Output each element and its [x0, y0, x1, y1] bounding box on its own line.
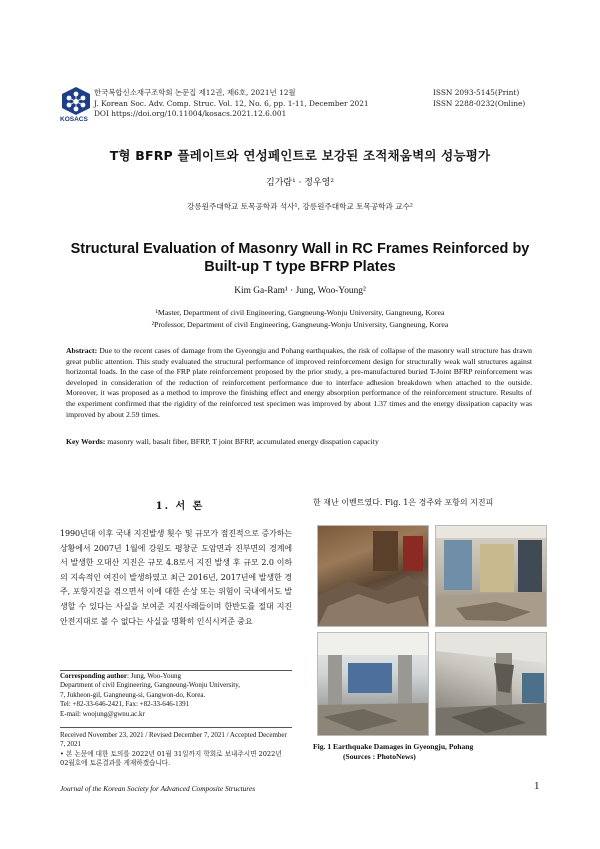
affiliation-1: ¹Master, Department of civil Engineering, Gangneung-Wonju University, Gangneung, Korea [155, 308, 445, 317]
journal-ko: 한국복합신소재구조학회 논문집 제12권, 제6호, 2021년 12월 [94, 88, 296, 97]
figure-caption-source: (Sources : PhotoNews) [343, 752, 416, 761]
corr-line-1: Department of civil Engineering, Gangneung-Wonju University, [60, 681, 240, 690]
section-heading: 1. 서 론 [155, 501, 205, 512]
received-dates [60, 727, 292, 768]
keywords-label: Key Words: [66, 437, 106, 446]
affiliation-2: ²Professor, Department of civil Engineering, Gangneung-Wonju University, Gangneung, Korea [151, 320, 449, 329]
logo-text: KOSACS [60, 116, 88, 123]
journal-info [94, 88, 369, 120]
corresponding-name: : Jung, Woo-Young [126, 672, 181, 680]
abstract-text: Due to the recent cases of damage from the Gyeongju and Pohang earthquakes, the risk of collapse of the masonry wall structure has drawn great public attention. This study evaluated the structural performance of improved reinforcement design for structurally weak wall structures against horizontal loads. In the case of the FRP plate reinforcement proposed by the prior study, a pre-manufactured buried T-Joint BFRP reinforcement was developed in consideration of the reduction of reinforcement performance due to interface adhesion breakdown when attached to the outside. Moreover, it was proposed as a method to improve the finishing effect and energy absorption performance of the reinforcement structure. Results of the experiment confirmed that the rigidity of the reinforced test specimen was improved by about 1.37 times and the energy dissipation capacity was improved by about 2.59 times. [66, 346, 533, 419]
figure-caption [313, 742, 541, 762]
abstract-label: Abstract: [66, 346, 98, 355]
affiliations-english [0, 307, 600, 331]
page-number: 1 [534, 780, 540, 792]
earthquake-photo-4 [435, 632, 547, 736]
right-column-text: 한 재난 이벤트였다. Fig. 1은 경주와 포항의 지진피 [313, 498, 494, 507]
earthquake-photo-3 [317, 632, 429, 736]
corr-email[interactable]: E-mail: woojung@gwnu.ac.kr [60, 709, 145, 718]
abstract [66, 346, 532, 420]
corr-line-2: 7, Jukheon-gil, Gangneung-si, Gangwon-do, Korea. [60, 690, 206, 699]
footer-journal: Journal of the Korean Society for Advanced Composite Structures [60, 784, 256, 793]
corresponding-label: Corresponding author [60, 672, 127, 680]
earthquake-photo-2 [435, 525, 547, 627]
intro-paragraph: 1990년대 이후 국내 지진발생 횟수 및 규모가 점진적으로 증가하는 상황에서 2007년 1월에 강원도 평창군 도암면과 진부면의 경계에서 발생한 오대산 지진은 규모 4.8로서 지진 발생 후 규모 2.0 이하의 지속적인 여진이 발생하였고 최근 2016년, 2017년에 발생한 경주, 포항지진을 겪으면서 이에 대한 손상 또는 위험이 국내에서도 발생할 수 있다는 사실을 보여준 지진사례들이며 한반도를 절대 지진 안전지대로 볼 수 없다는 사실을 명확히 인식시켜준 중요 [60, 529, 292, 626]
corresponding-author [60, 670, 292, 719]
received-text: Received November 23, 2021 / Revised December 7, 2021 / Accepted December 7, 2021 [60, 731, 287, 749]
affiliations-korean: 강릉원주대학교 토목공학과 석사¹, 강릉원주대학교 토목공학과 교수² [187, 202, 413, 211]
title-korean: T형 BFRP 플레이트와 연성페인트로 보강된 조적채움벽의 성능평가 [109, 148, 491, 163]
issn-online: ISSN 2288-0232(Online) [433, 98, 526, 108]
keywords [66, 437, 532, 446]
title-english: Structural Evaluation of Masonry Wall in RC Frames Reinforced by Built-up T type BFRP Plates [70, 241, 530, 275]
authors-english: Kim Ga-Ram¹ · Jung, Woo-Young² [234, 286, 366, 296]
figure-caption-title: Fig. 1 Earthquake Damages in Gyeongju, Pohang [313, 742, 474, 751]
earthquake-photo-1 [317, 525, 429, 627]
issn-print: ISSN 2093-5145(Print) [433, 88, 520, 97]
doi-link[interactable]: DOI https://doi.org/10.11004/kosacs.2021.12.6.001 [94, 109, 287, 118]
journal-en: J. Korean Soc. Adv. Comp. Struc. Vol. 12, No. 6, pp. 1-11, December 2021 [94, 98, 369, 108]
kosacs-logo [60, 86, 92, 118]
authors-korean: 김가람¹ · 정우영² [266, 178, 334, 188]
keywords-text: masonry wall, basalt fiber, BFRP, T joint BFRP, accumulated energy disspation capacity [107, 437, 379, 446]
corr-line-3: Tel: +82-33-646-2421, Fax: +82-33-646-1391 [60, 700, 190, 709]
issn-block [433, 88, 525, 109]
discussion-notice: • 본 논문에 대한 토의를 2022년 01월 31일까지 학회로 보내주시면 2022년 02월호에 토론결과를 게재하겠습니다. [60, 749, 282, 767]
